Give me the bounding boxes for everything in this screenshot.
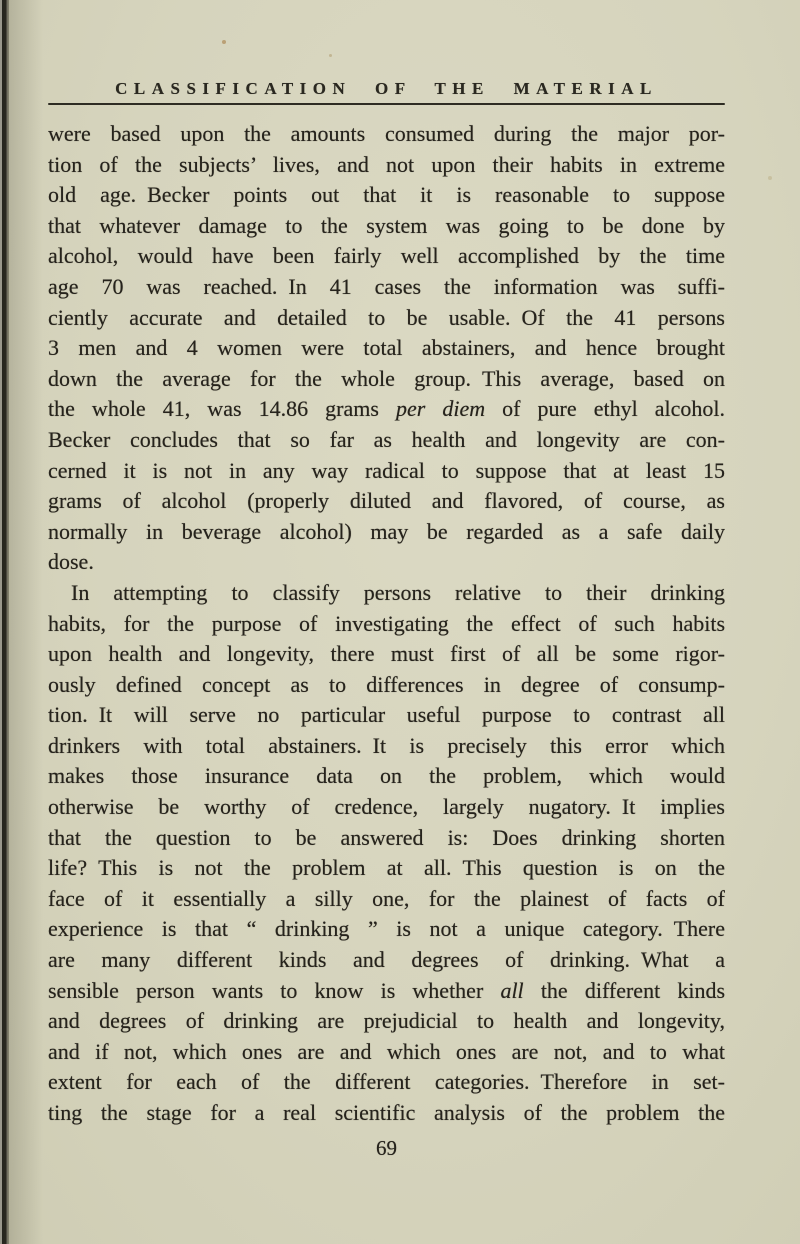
page-number: 69 xyxy=(376,1136,397,1160)
text-line xyxy=(48,823,725,854)
paper-speck xyxy=(768,176,772,180)
text-line xyxy=(48,547,725,578)
paper-speck xyxy=(329,54,332,57)
text-line xyxy=(48,700,725,731)
text-segment: tion. It will serve no particular useful purpose to contrast all xyxy=(48,702,725,728)
text-line xyxy=(48,1006,725,1037)
body-text xyxy=(48,119,725,1129)
text-segment: are many different kinds and degrees of drinking. What a xyxy=(48,947,725,973)
text-line xyxy=(48,945,725,976)
text-line xyxy=(48,1067,725,1098)
text-segment: extent for each of the different categories. Therefore in set- xyxy=(48,1069,725,1095)
text-segment: old age. Becker points out that it is reasonable to suppose xyxy=(48,182,725,208)
text-segment: and degrees of drinking are prejudicial to health and longevity, xyxy=(48,1008,725,1034)
text-line xyxy=(48,241,725,272)
text-segment: of pure ethyl alcohol. xyxy=(485,396,725,422)
text-segment: age 70 was reached. In 41 cases the information was suffi- xyxy=(48,273,725,299)
text-segment: otherwise be worthy of credence, largely nugatory. It implies xyxy=(48,794,725,820)
text-line xyxy=(48,884,725,915)
italic-phrase: per diem xyxy=(395,396,486,422)
text-line xyxy=(48,731,725,762)
text-line xyxy=(48,119,725,150)
text-segment: ting the stage for a real scientific analysis of the problem the xyxy=(48,1100,725,1125)
paper-speck xyxy=(222,40,226,44)
text-line xyxy=(48,639,725,670)
text-line xyxy=(48,456,725,487)
text-line xyxy=(48,150,725,181)
text-segment: upon health and longevity, there must first of all be some rigor- xyxy=(48,641,725,667)
text-segment: alcohol, would have been fairly well accomplished by the time xyxy=(48,243,725,269)
text-line xyxy=(48,761,725,792)
text-line xyxy=(48,1098,725,1129)
text-segment: habits, for the purpose of investigating the effect of such habits xyxy=(48,610,725,636)
scan-edge-shadow xyxy=(0,0,9,1244)
text-line xyxy=(48,425,725,456)
text-segment: ciently accurate and detailed to be usable. Of the 41 persons xyxy=(48,304,725,330)
text-line xyxy=(48,1037,725,1068)
text-segment: makes those insurance data on the problem, which would xyxy=(48,763,725,789)
text-segment: were based upon the amounts consumed during the major por- xyxy=(48,121,725,146)
text-segment: cerned it is not in any way radical to suppose that at least 15 xyxy=(48,457,725,483)
text-segment: down the average for the whole group. This average, based on xyxy=(48,365,725,391)
page-header-title: CLASSIFICATION OF THE MATERIAL xyxy=(115,79,658,98)
text-segment: In attempting to classify persons relative to their drinking xyxy=(71,579,725,605)
text-segment: experience is that “ drinking ” is not a unique category. There xyxy=(48,916,725,942)
text-line xyxy=(48,792,725,823)
text-segment: that whatever damage to the system was going to be done by xyxy=(48,212,725,238)
text-segment: and if not, which ones are and which ones are not, and to what xyxy=(48,1038,725,1064)
text-line xyxy=(48,517,725,548)
text-segment: dose. xyxy=(48,549,94,575)
text-line xyxy=(48,364,725,395)
italic-phrase: all xyxy=(500,977,524,1003)
text-line xyxy=(48,670,725,701)
text-line xyxy=(48,211,725,242)
text-segment: the different kinds xyxy=(523,977,725,1003)
text-line xyxy=(48,578,725,609)
text-segment: 3 men and 4 women were total abstainers, and hence brought xyxy=(48,335,725,361)
text-segment: life? This is not the problem at all. This question is on the xyxy=(48,855,725,881)
page-gutter-shadow xyxy=(9,0,43,1244)
text-line xyxy=(48,394,725,425)
text-segment: that the question to be answered is: Does drinking shorten xyxy=(48,824,725,850)
text-segment: sensible person wants to know is whether xyxy=(48,977,501,1003)
text-line xyxy=(48,272,725,303)
header-rule xyxy=(48,103,725,105)
paragraph xyxy=(48,119,725,578)
paragraph xyxy=(48,578,725,1129)
text-line xyxy=(48,333,725,364)
text-segment: drinkers with total abstainers. It is precisely this error which xyxy=(48,732,725,758)
text-segment: Becker concludes that so far as health and longevity are con- xyxy=(48,426,725,452)
text-segment: tion of the subjects’ lives, and not upon their habits in extreme xyxy=(48,151,725,177)
text-line xyxy=(48,303,725,334)
text-segment: grams of alcohol (properly diluted and flavored, of course, as xyxy=(48,488,725,514)
text-segment: face of it essentially a silly one, for the plainest of facts of xyxy=(48,885,725,911)
text-line xyxy=(48,853,725,884)
text-line xyxy=(48,976,725,1007)
text-line xyxy=(48,486,725,517)
text-line xyxy=(48,180,725,211)
text-segment: ously defined concept as to differences in degree of consump- xyxy=(48,671,725,697)
text-segment: normally in beverage alcohol) may be regarded as a safe daily xyxy=(48,518,725,544)
text-segment: the whole 41, was 14.86 grams xyxy=(48,396,396,422)
text-line xyxy=(48,609,725,640)
text-line xyxy=(48,914,725,945)
